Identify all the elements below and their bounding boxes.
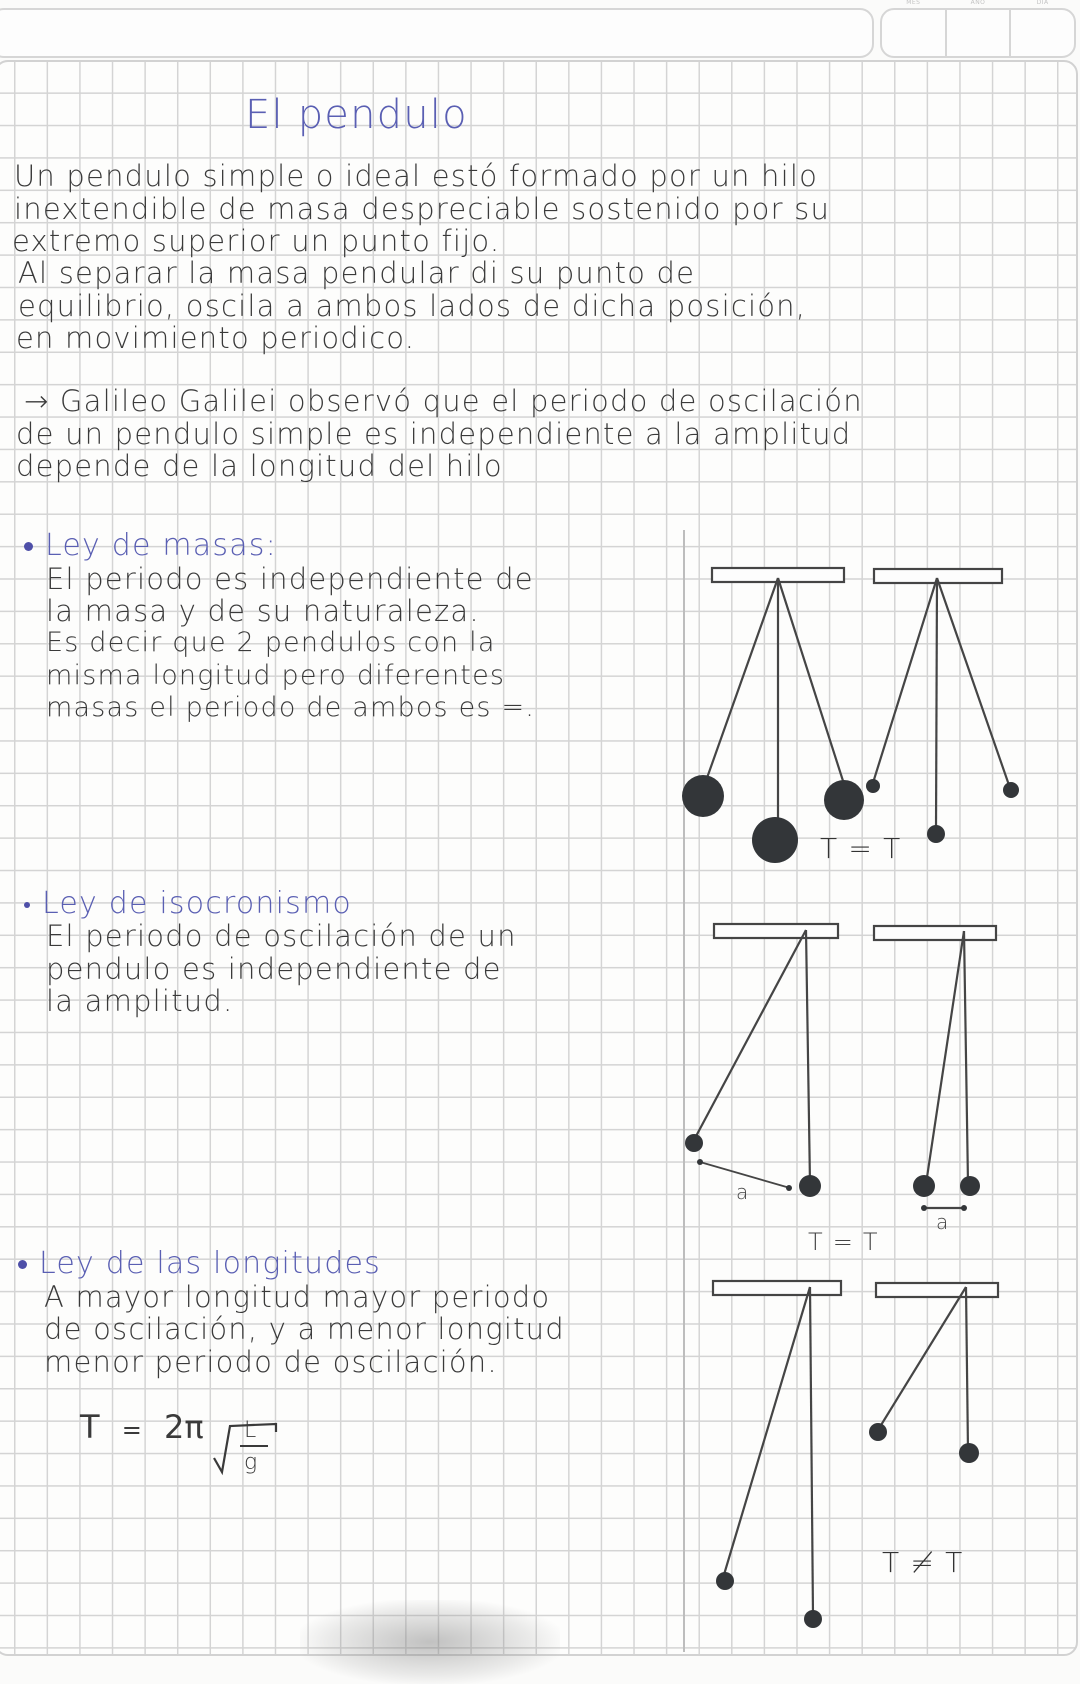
law-isocronismo-line: El periodo de oscilación de un bbox=[46, 919, 517, 953]
galileo-line: depende de la longitud del hilo bbox=[16, 449, 503, 483]
amplitude-label-right: a bbox=[936, 1210, 950, 1234]
intro-line: Al separar la masa pendular di su punto de bbox=[18, 256, 696, 290]
intro-line: extremo superior un punto fijo. bbox=[12, 224, 501, 258]
galileo-text: Galileo Galilei observó que el periodo de oscilación bbox=[59, 384, 863, 418]
page-title: El pendulo bbox=[245, 92, 468, 138]
formula-equals: = bbox=[121, 1416, 142, 1444]
law-isocronismo-line: la amplitud. bbox=[46, 984, 234, 1018]
formula-coefficient: 2π bbox=[164, 1408, 204, 1446]
law-heading-text: Ley de las longitudes bbox=[39, 1246, 382, 1281]
law-masas-line: El periodo es independiente de bbox=[46, 562, 534, 596]
law-longitudes-line: A mayor longitud mayor periodo bbox=[44, 1280, 551, 1314]
intro-line: en movimiento periodico. bbox=[16, 321, 416, 355]
law-masas-line: misma longitud pero diferentes bbox=[46, 660, 506, 691]
law-masas-line: masas el periodo de ambos es =. bbox=[46, 692, 536, 723]
date-label-day: DÍA bbox=[1036, 0, 1049, 6]
law-longitudes-line: de oscilación, y a menor longitud bbox=[44, 1312, 565, 1346]
intro-line: equilibrio, oscila a ambos lados de dicha posición, bbox=[18, 289, 807, 323]
formula-numerator: L bbox=[244, 1418, 258, 1443]
law-masas-line: la masa y de su naturaleza. bbox=[46, 594, 480, 628]
law-masas-line: Es decir que 2 pendulos con la bbox=[46, 627, 496, 658]
law-isocronismo-line: pendulo es independiente de bbox=[46, 952, 502, 986]
intro-line: inextendible de masa despreciable sostenido por su bbox=[14, 192, 831, 226]
caption-isocronismo: T = T bbox=[808, 1228, 879, 1256]
law-longitudes-line: menor periodo de oscilación. bbox=[44, 1345, 498, 1379]
formula-denominator: g bbox=[244, 1450, 259, 1475]
amplitude-label-left: a bbox=[736, 1180, 750, 1204]
diagram-isocronismo bbox=[694, 924, 996, 1208]
arrow-icon: → bbox=[24, 384, 50, 418]
law-heading-text: Ley de masas: bbox=[45, 528, 277, 563]
law-heading-text: Ley de isocronismo bbox=[42, 886, 352, 921]
date-label-month: MES bbox=[906, 0, 921, 6]
date-label-year: AÑO bbox=[970, 0, 986, 6]
formula-lhs: T bbox=[80, 1408, 100, 1446]
caption-masas: T = T bbox=[820, 832, 902, 865]
caption-longitudes: T ≠ T bbox=[882, 1546, 964, 1579]
intro-line: Un pendulo simple o ideal estó formado por un hilo bbox=[14, 159, 819, 193]
galileo-line: de un pendulo simple es independiente a la amplitud bbox=[16, 417, 852, 451]
